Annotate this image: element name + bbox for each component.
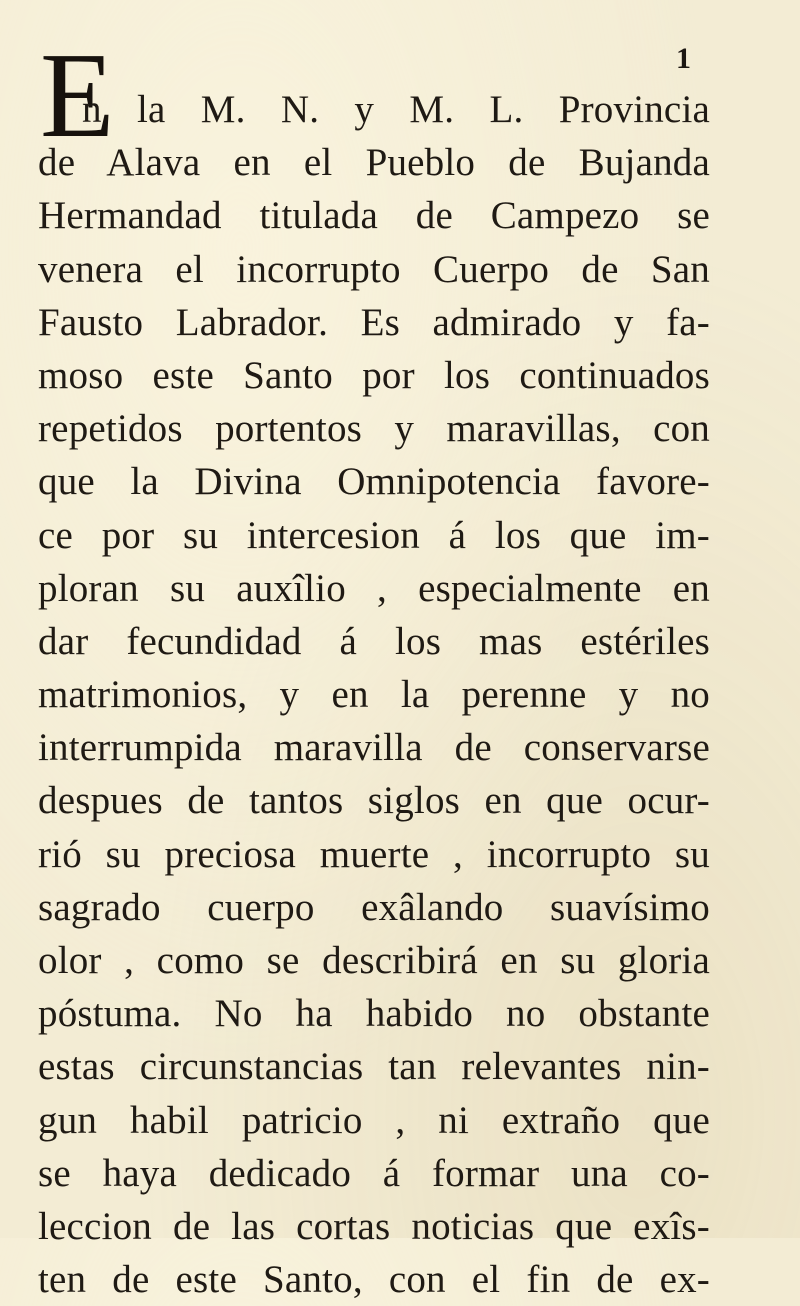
body-text	[38, 83, 710, 1306]
text-line: póstuma. No ha habido no obstante	[38, 992, 710, 1036]
text-line: de Alava en el Pueblo de Bujanda	[38, 141, 710, 185]
text-line: rió su preciosa muerte , incorrupto su	[38, 832, 710, 876]
text-line: interrumpida maravilla de conservarse	[38, 726, 710, 770]
text-line: leccion de las cortas noticias que exîs-	[38, 1204, 710, 1248]
text-line: n la M. N. y M. L. Provincia	[82, 88, 710, 131]
page-number: 1	[676, 42, 691, 75]
text-line: sagrado cuerpo exâlando suavísimo	[38, 885, 710, 929]
text-line: Fausto Labrador. Es admirado y fa-	[38, 300, 710, 344]
drop-cap-letter: E	[40, 28, 115, 163]
text-line: gun habil patricio , ni extraño que	[38, 1098, 710, 1142]
text-line: ten de este Santo, con el fin de ex-	[38, 1258, 710, 1302]
text-line: venera el incorrupto Cuerpo de San	[38, 247, 710, 291]
text-line: se haya dedicado á formar una co-	[38, 1151, 710, 1195]
text-line: dar fecundidad á los mas estériles	[38, 619, 710, 663]
text-line: que la Divina Omnipotencia favore-	[38, 460, 710, 504]
text-line: Hermandad titulada de Campezo se	[38, 194, 710, 238]
text-line: matrimonios, y en la perenne y no	[38, 673, 710, 717]
text-line: estas circunstancias tan relevantes nin-	[38, 1045, 710, 1089]
text-line: despues de tantos siglos en que ocur-	[38, 779, 710, 823]
text-line: ploran su auxîlio , especialmente en	[38, 566, 710, 610]
text-line: olor , como se describirá en su gloria	[38, 939, 710, 982]
text-line: ce por su intercesion á los que im-	[38, 513, 710, 557]
text-line: moso este Santo por los continuados	[38, 353, 710, 397]
text-line: repetidos portentos y maravillas, con	[38, 407, 710, 451]
